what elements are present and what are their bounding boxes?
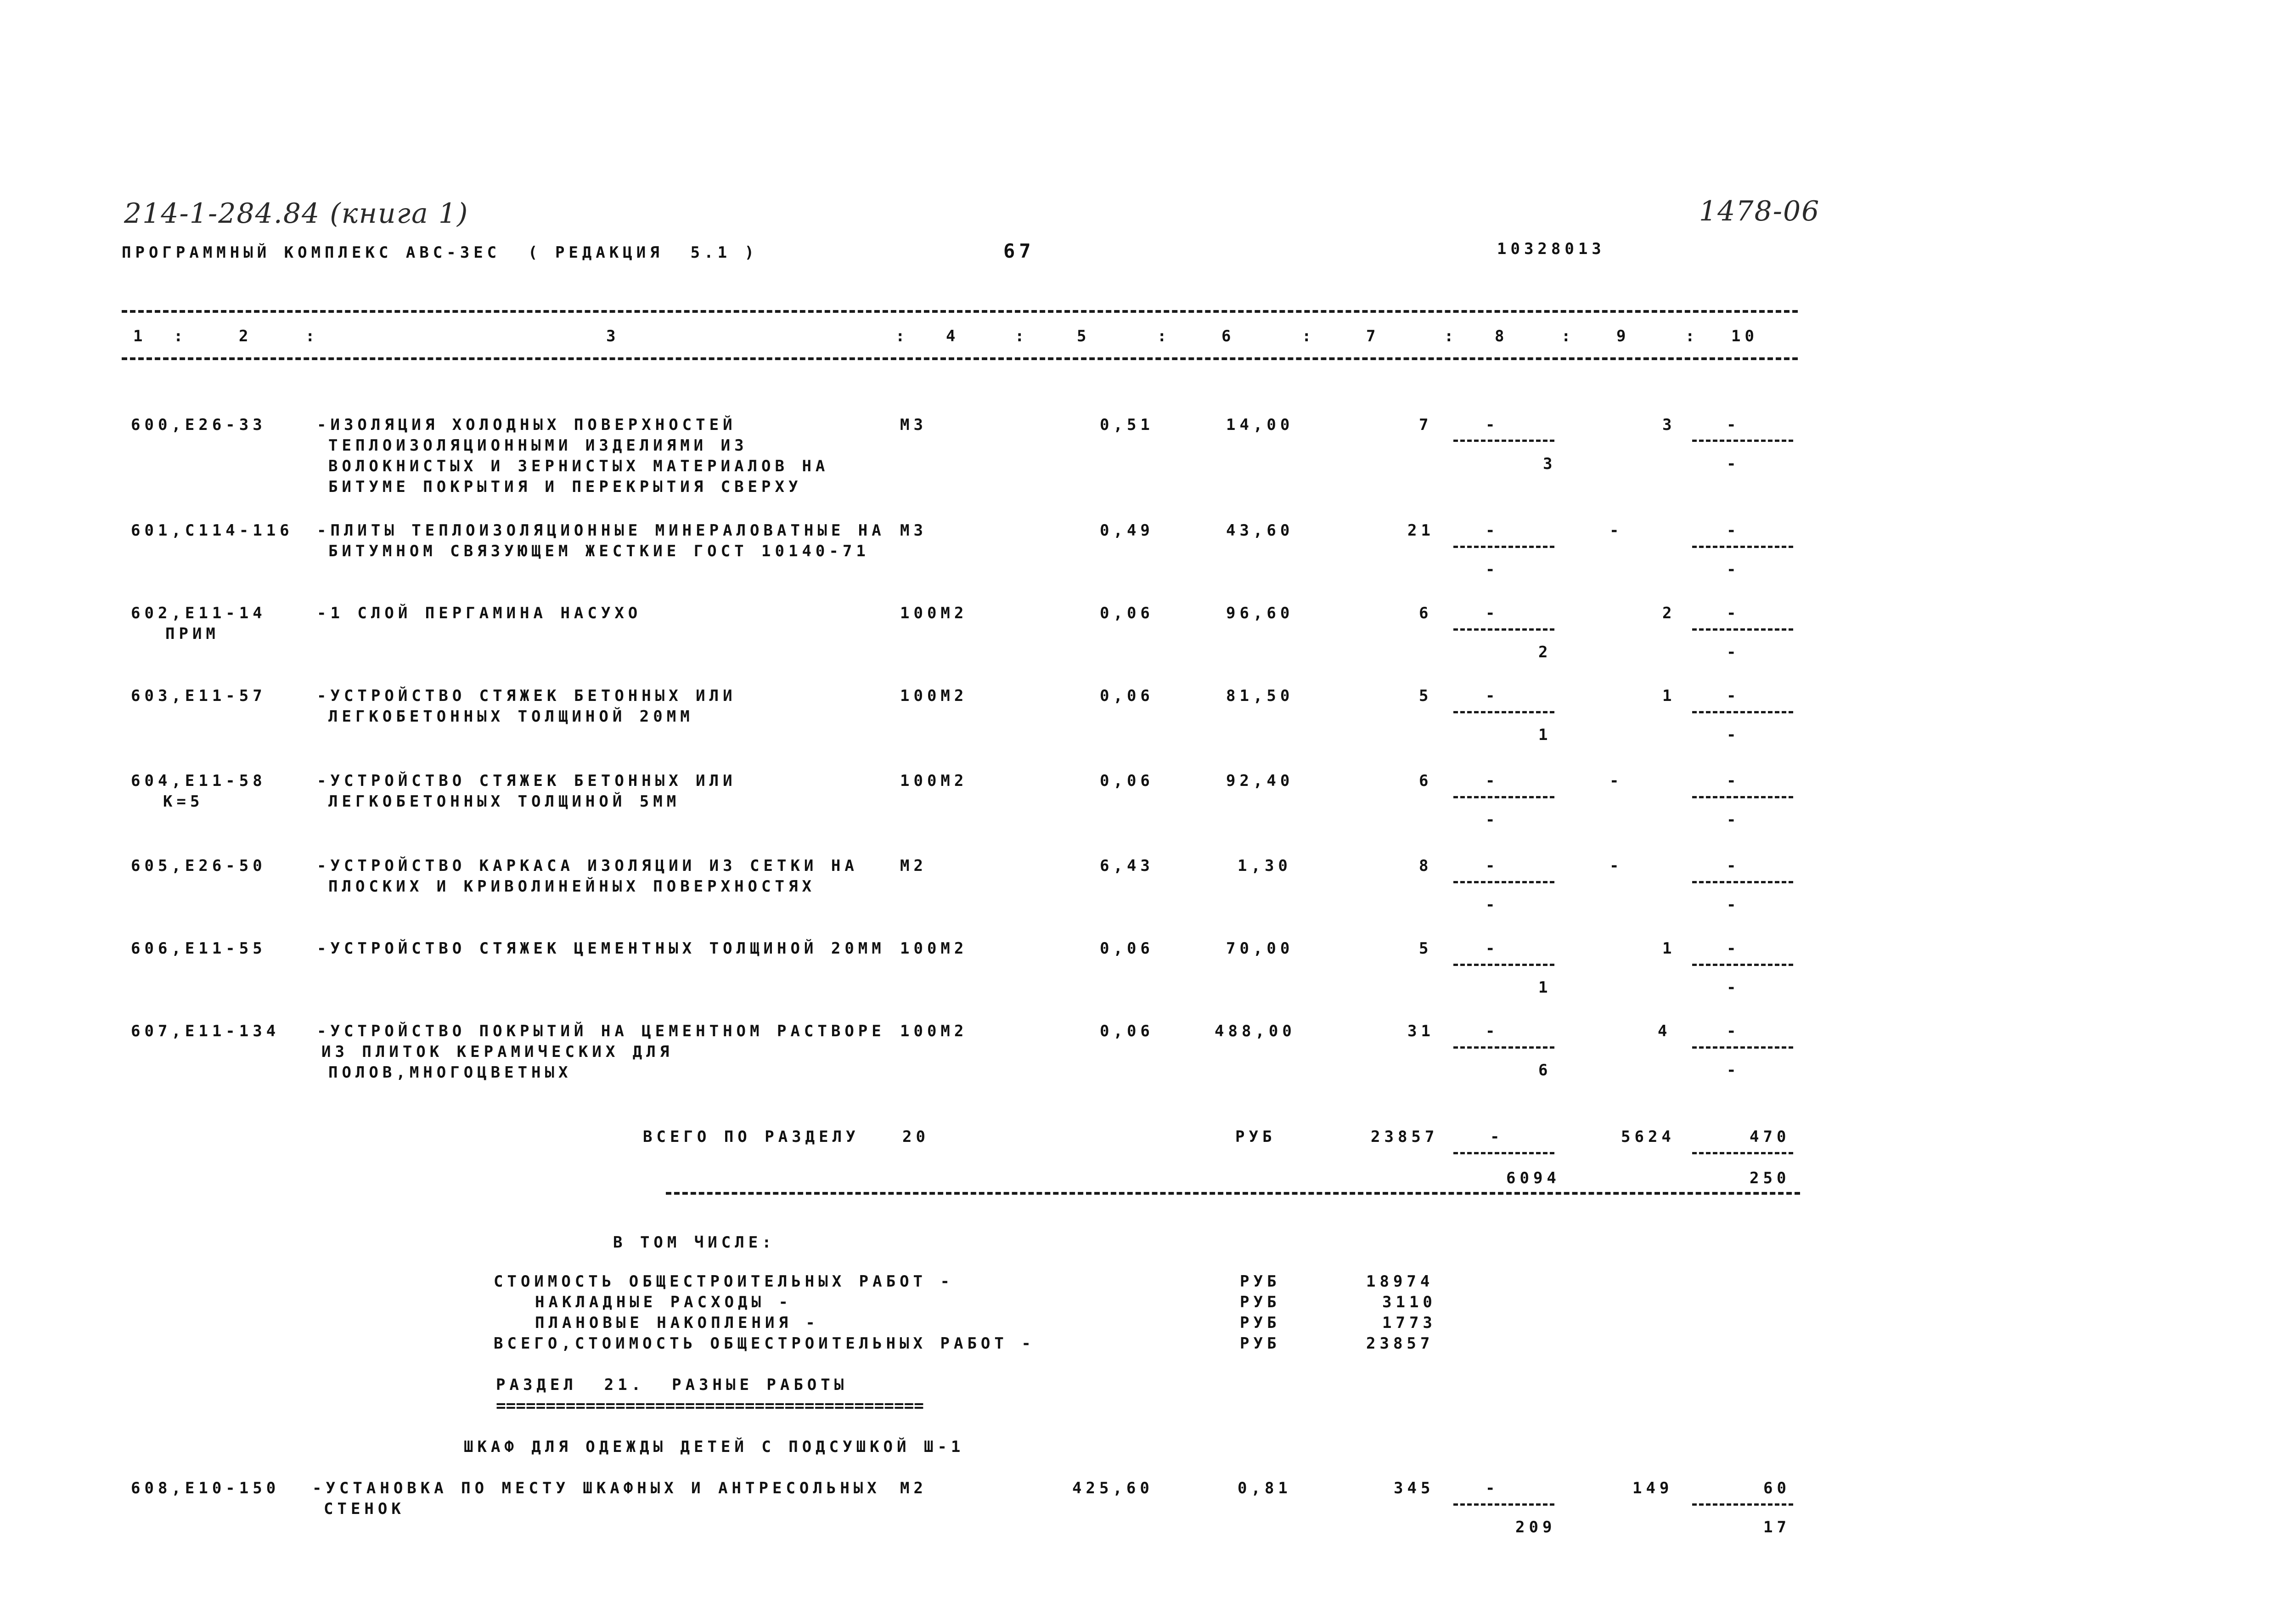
row-unit: М3 <box>900 416 927 434</box>
row-col7-value: 5 <box>1419 687 1433 705</box>
section-total-col8: - <box>1490 1128 1504 1146</box>
including-line-label: СТОИМОСТЬ ОБЩЕСТРОИТЕЛЬНЫХ РАБОТ - <box>494 1272 954 1291</box>
cell-divider <box>1453 881 1554 883</box>
cell-divider <box>1453 1152 1554 1154</box>
row-quantity: 0,49 <box>1100 521 1154 540</box>
including-line-label: НАКЛАДНЫЕ РАСХОДЫ - <box>535 1293 792 1311</box>
cell-divider <box>1453 440 1554 442</box>
row-unit: 100М2 <box>900 687 968 705</box>
row-col8-value: - <box>1486 604 1499 622</box>
row-unit-price: 96,60 <box>1226 604 1294 622</box>
row-col8-value: - <box>1486 687 1499 705</box>
cell-divider <box>1453 1046 1554 1049</box>
row-unit: 100М2 <box>900 772 968 790</box>
page-number: 67 <box>1003 240 1035 262</box>
including-line-unit: РУБ <box>1240 1314 1281 1332</box>
row-col8-sub-value: - <box>1486 560 1499 579</box>
row-unit: 100М2 <box>900 939 968 958</box>
col-separator: : <box>1685 327 1699 345</box>
section-total-rule <box>666 1192 1800 1195</box>
row-col8-value: - <box>1486 1022 1499 1040</box>
row-description-line: ЛЕГКОБЕТОННЫХ ТОЛЩИНОЙ 20ММ <box>328 707 694 726</box>
row-description-line: ТЕПЛОИЗОЛЯЦИОННЫМИ ИЗДЕЛИЯМИ ИЗ <box>328 436 748 455</box>
row-col10-sub-value: 17 <box>1763 1518 1790 1536</box>
col-separator: : <box>1015 327 1029 345</box>
cell-divider <box>1692 711 1793 713</box>
row-col10-value: 60 <box>1763 1479 1790 1497</box>
cell-divider <box>1692 628 1793 631</box>
including-line-value: 18974 <box>1366 1272 1434 1291</box>
row-col8-sub-value: 3 <box>1543 455 1557 473</box>
cell-divider <box>1692 1046 1793 1049</box>
row-code: 603,Е11-57 <box>131 687 266 705</box>
section-total-label: ВСЕГО ПО РАЗДЕЛУ <box>643 1128 860 1146</box>
row-col8-value: - <box>1486 772 1499 790</box>
row-col8-sub-value: 2 <box>1538 643 1552 661</box>
row-description-line: ИЗ ПЛИТОК КЕРАМИЧЕСКИХ ДЛЯ <box>321 1043 674 1061</box>
row-description-line: ЛЕГКОБЕТОННЫХ ТОЛЩИНОЙ 5ММ <box>328 792 681 811</box>
row-col10-sub-value: - <box>1727 643 1740 661</box>
row-col10-value: - <box>1727 687 1740 705</box>
row-col9-value: 149 <box>1632 1479 1673 1497</box>
row-code: 608,Е10-150 <box>131 1479 280 1497</box>
row-unit: М2 <box>900 1479 927 1497</box>
col-separator: : <box>1302 327 1316 345</box>
row-unit-price: 43,60 <box>1226 521 1294 540</box>
col-separator: : <box>1561 327 1575 345</box>
col-6-header: 6 <box>1221 327 1235 345</box>
row-col10-value: - <box>1727 416 1740 434</box>
row-col10-value: - <box>1727 1022 1740 1040</box>
row-col7-value: 5 <box>1419 939 1433 958</box>
row-col8-value: - <box>1486 939 1499 958</box>
edition-label: ( РЕДАКЦИЯ 5.1 ) <box>528 243 758 262</box>
row-col8-value: - <box>1486 857 1499 875</box>
row-col9-value: - <box>1609 857 1623 875</box>
row-code: 602,Е11-14 <box>131 604 266 622</box>
cell-divider <box>1453 964 1554 966</box>
row-col10-sub-value: - <box>1727 1061 1740 1079</box>
row-description-line: -УСТРОЙСТВО СТЯЖЕК БЕТОННЫХ ИЛИ <box>317 772 737 790</box>
row-code: 605,Е26-50 <box>131 857 266 875</box>
cell-divider <box>1692 440 1793 442</box>
row-col7-value: 6 <box>1419 604 1433 622</box>
row-col10-sub-value: - <box>1727 896 1740 914</box>
col-8-header: 8 <box>1495 327 1508 345</box>
row-unit-price: 488,00 <box>1215 1022 1296 1040</box>
section-total-col9: 5624 <box>1621 1128 1675 1146</box>
row-quantity: 6,43 <box>1100 857 1154 875</box>
row-unit: 100М2 <box>900 604 968 622</box>
row-quantity: 425,60 <box>1072 1479 1154 1497</box>
row-col7-value: 6 <box>1419 772 1433 790</box>
col-4-header: 4 <box>946 327 960 345</box>
archive-stamp: 1478-06 <box>1699 195 1820 227</box>
row-unit: М2 <box>900 857 927 875</box>
section-number: 20 <box>902 1128 929 1146</box>
col-separator: : <box>1444 327 1458 345</box>
row-quantity: 0,06 <box>1100 604 1154 622</box>
row-col10-value: - <box>1727 772 1740 790</box>
row-unit: 100М2 <box>900 1022 968 1040</box>
program-name: ПРОГРАММНЫЙ КОМПЛЕКС АВС-3ЕС <box>122 243 501 262</box>
row-col8-sub-value: 209 <box>1515 1518 1556 1536</box>
row-description-line: -ИЗОЛЯЦИЯ ХОЛОДНЫХ ПОВЕРХНОСТЕЙ <box>317 416 737 434</box>
including-line-unit: РУБ <box>1240 1334 1281 1353</box>
row-col9-value: - <box>1609 521 1623 540</box>
including-line-value: 3110 <box>1382 1293 1436 1311</box>
row-unit-price: 92,40 <box>1226 772 1294 790</box>
row-col10-sub-value: - <box>1727 455 1740 473</box>
including-line-unit: РУБ <box>1240 1293 1281 1311</box>
row-col8-sub-value: - <box>1486 896 1499 914</box>
row-col9-value: - <box>1609 772 1623 790</box>
row-code-note: К=5 <box>163 792 204 811</box>
col-7-header: 7 <box>1366 327 1380 345</box>
row-col10-sub-value: - <box>1727 978 1740 997</box>
cell-divider <box>1692 796 1793 798</box>
row-col8-value: - <box>1486 416 1499 434</box>
section-total-unit: РУБ <box>1235 1128 1276 1146</box>
col-5-header: 5 <box>1077 327 1091 345</box>
row-col8-value: - <box>1486 521 1499 540</box>
row-description-line: -УСТРОЙСТВО СТЯЖЕК ЦЕМЕНТНЫХ ТОЛЩИНОЙ 20ММ <box>317 939 885 958</box>
row-col9-value: 1 <box>1662 687 1676 705</box>
cell-divider <box>1453 628 1554 631</box>
row-col7-value: 8 <box>1419 857 1433 875</box>
section-total-col10-sub: 250 <box>1750 1169 1790 1187</box>
row-description-line: СТЕНОК <box>324 1500 405 1518</box>
col-1-header: 1 <box>133 327 147 345</box>
section-title: РАЗДЕЛ 21. РАЗНЫЕ РАБОТЫ <box>496 1376 848 1394</box>
section-title-underline: =========================================== <box>496 1396 924 1415</box>
row-col10-sub-value: - <box>1727 560 1740 579</box>
row-col8-sub-value: - <box>1486 811 1499 829</box>
row-description-line: -УСТРОЙСТВО КАРКАСА ИЗОЛЯЦИИ ИЗ СЕТКИ НА <box>317 857 858 875</box>
col-separator: : <box>895 327 909 345</box>
header-top-rule <box>122 310 1798 313</box>
row-col9-value: 1 <box>1662 939 1676 958</box>
row-description-line: -УСТРОЙСТВО ПОКРЫТИЙ НА ЦЕМЕНТНОМ РАСТВОРЕ <box>317 1022 885 1040</box>
col-3-header: 3 <box>606 327 620 345</box>
document-code: 214-1-284.84 (книга 1) <box>124 198 469 230</box>
cell-divider <box>1692 546 1793 548</box>
section-total-col10: 470 <box>1750 1128 1790 1146</box>
including-line-value: 23857 <box>1366 1334 1434 1353</box>
cell-divider <box>1692 1152 1793 1154</box>
row-unit: М3 <box>900 521 927 540</box>
col-2-header: 2 <box>239 327 253 345</box>
cell-divider <box>1692 881 1793 883</box>
row-col8-sub-value: 6 <box>1538 1061 1552 1079</box>
including-heading: В ТОМ ЧИСЛЕ: <box>613 1233 776 1252</box>
including-line-value: 1773 <box>1382 1314 1436 1332</box>
row-col10-sub-value: - <box>1727 811 1740 829</box>
row-col7-value: 31 <box>1407 1022 1435 1040</box>
cell-divider <box>1692 964 1793 966</box>
including-line-unit: РУБ <box>1240 1272 1281 1291</box>
cell-divider <box>1453 1503 1554 1506</box>
row-quantity: 0,06 <box>1100 1022 1154 1040</box>
col-9-header: 9 <box>1616 327 1630 345</box>
row-description-line: ПЛОСКИХ И КРИВОЛИНЕЙНЫХ ПОВЕРХНОСТЯХ <box>328 877 816 896</box>
including-line-label: ВСЕГО,СТОИМОСТЬ ОБЩЕСТРОИТЕЛЬНЫХ РАБОТ - <box>494 1334 1035 1353</box>
section-total-col8-sub: 6094 <box>1506 1169 1560 1187</box>
row-description-line: -УСТАНОВКА ПО МЕСТУ ШКАФНЫХ И АНТРЕСОЛЬНЫХ <box>312 1479 881 1497</box>
col-10-header: 10 <box>1731 327 1758 345</box>
cell-divider <box>1453 796 1554 798</box>
col-separator: : <box>1157 327 1171 345</box>
row-code: 604,Е11-58 <box>131 772 266 790</box>
row-col8-sub-value: 1 <box>1538 726 1552 744</box>
col-separator: : <box>174 327 187 345</box>
row-code: 606,Е11-55 <box>131 939 266 958</box>
row-quantity: 0,06 <box>1100 772 1154 790</box>
row-col10-value: - <box>1727 604 1740 622</box>
row-unit-price: 70,00 <box>1226 939 1294 958</box>
col-separator: : <box>305 327 319 345</box>
row-code: 601,С114-116 <box>131 521 293 540</box>
row-col9-value: 3 <box>1662 416 1676 434</box>
row-col9-value: 4 <box>1658 1022 1671 1040</box>
row-description-line: -1 СЛОЙ ПЕРГАМИНА НАСУХО <box>317 604 642 622</box>
row-description-line: ВОЛОКНИСТЫХ И ЗЕРНИСТЫХ МАТЕРИАЛОВ НА <box>328 457 829 475</box>
row-code-note: ПРИМ <box>165 625 219 643</box>
header-bottom-rule <box>122 357 1798 360</box>
cell-divider <box>1453 546 1554 548</box>
row-quantity: 0,51 <box>1100 416 1154 434</box>
row-col7-value: 21 <box>1407 521 1435 540</box>
row-col7-value: 345 <box>1394 1479 1435 1497</box>
including-line-label: ПЛАНОВЫЕ НАКОПЛЕНИЯ - <box>535 1314 819 1332</box>
cell-divider <box>1453 711 1554 713</box>
row-description-line: БИТУМЕ ПОКРЫТИЯ И ПЕРЕКРЫТИЯ СВЕРХУ <box>328 478 802 496</box>
row-unit-price: 81,50 <box>1226 687 1294 705</box>
row-description-line: БИТУМНОМ СВЯЗУЮЩЕМ ЖЕСТКИЕ ГОСТ 10140-71 <box>328 542 870 560</box>
row-col8-sub-value: 1 <box>1538 978 1552 997</box>
row-quantity: 0,06 <box>1100 687 1154 705</box>
document-number: 10328013 <box>1497 240 1605 258</box>
row-unit-price: 1,30 <box>1238 857 1292 875</box>
row-unit-price: 14,00 <box>1226 416 1294 434</box>
row-col8-value: - <box>1486 1479 1499 1497</box>
row-col10-sub-value: - <box>1727 726 1740 744</box>
row-description-line: -ПЛИТЫ ТЕПЛОИЗОЛЯЦИОННЫЕ МИНЕРАЛОВАТНЫЕ НА <box>317 521 885 540</box>
row-code: 600,Е26-33 <box>131 416 266 434</box>
cell-divider <box>1692 1503 1793 1506</box>
row-description-line: -УСТРОЙСТВО СТЯЖЕК БЕТОННЫХ ИЛИ <box>317 687 737 705</box>
row-description-line: ПОЛОВ,МНОГОЦВЕТНЫХ <box>328 1063 572 1082</box>
row-col9-value: 2 <box>1662 604 1676 622</box>
row-code: 607,Е11-134 <box>131 1022 280 1040</box>
row-unit-price: 0,81 <box>1238 1479 1292 1497</box>
section-subtitle: ШКАФ ДЛЯ ОДЕЖДЫ ДЕТЕЙ С ПОДСУШКОЙ Ш-1 <box>464 1438 965 1456</box>
row-col7-value: 7 <box>1419 416 1433 434</box>
section-total-col7: 23857 <box>1371 1128 1439 1146</box>
row-quantity: 0,06 <box>1100 939 1154 958</box>
row-col10-value: - <box>1727 857 1740 875</box>
row-col10-value: - <box>1727 521 1740 540</box>
row-col10-value: - <box>1727 939 1740 958</box>
